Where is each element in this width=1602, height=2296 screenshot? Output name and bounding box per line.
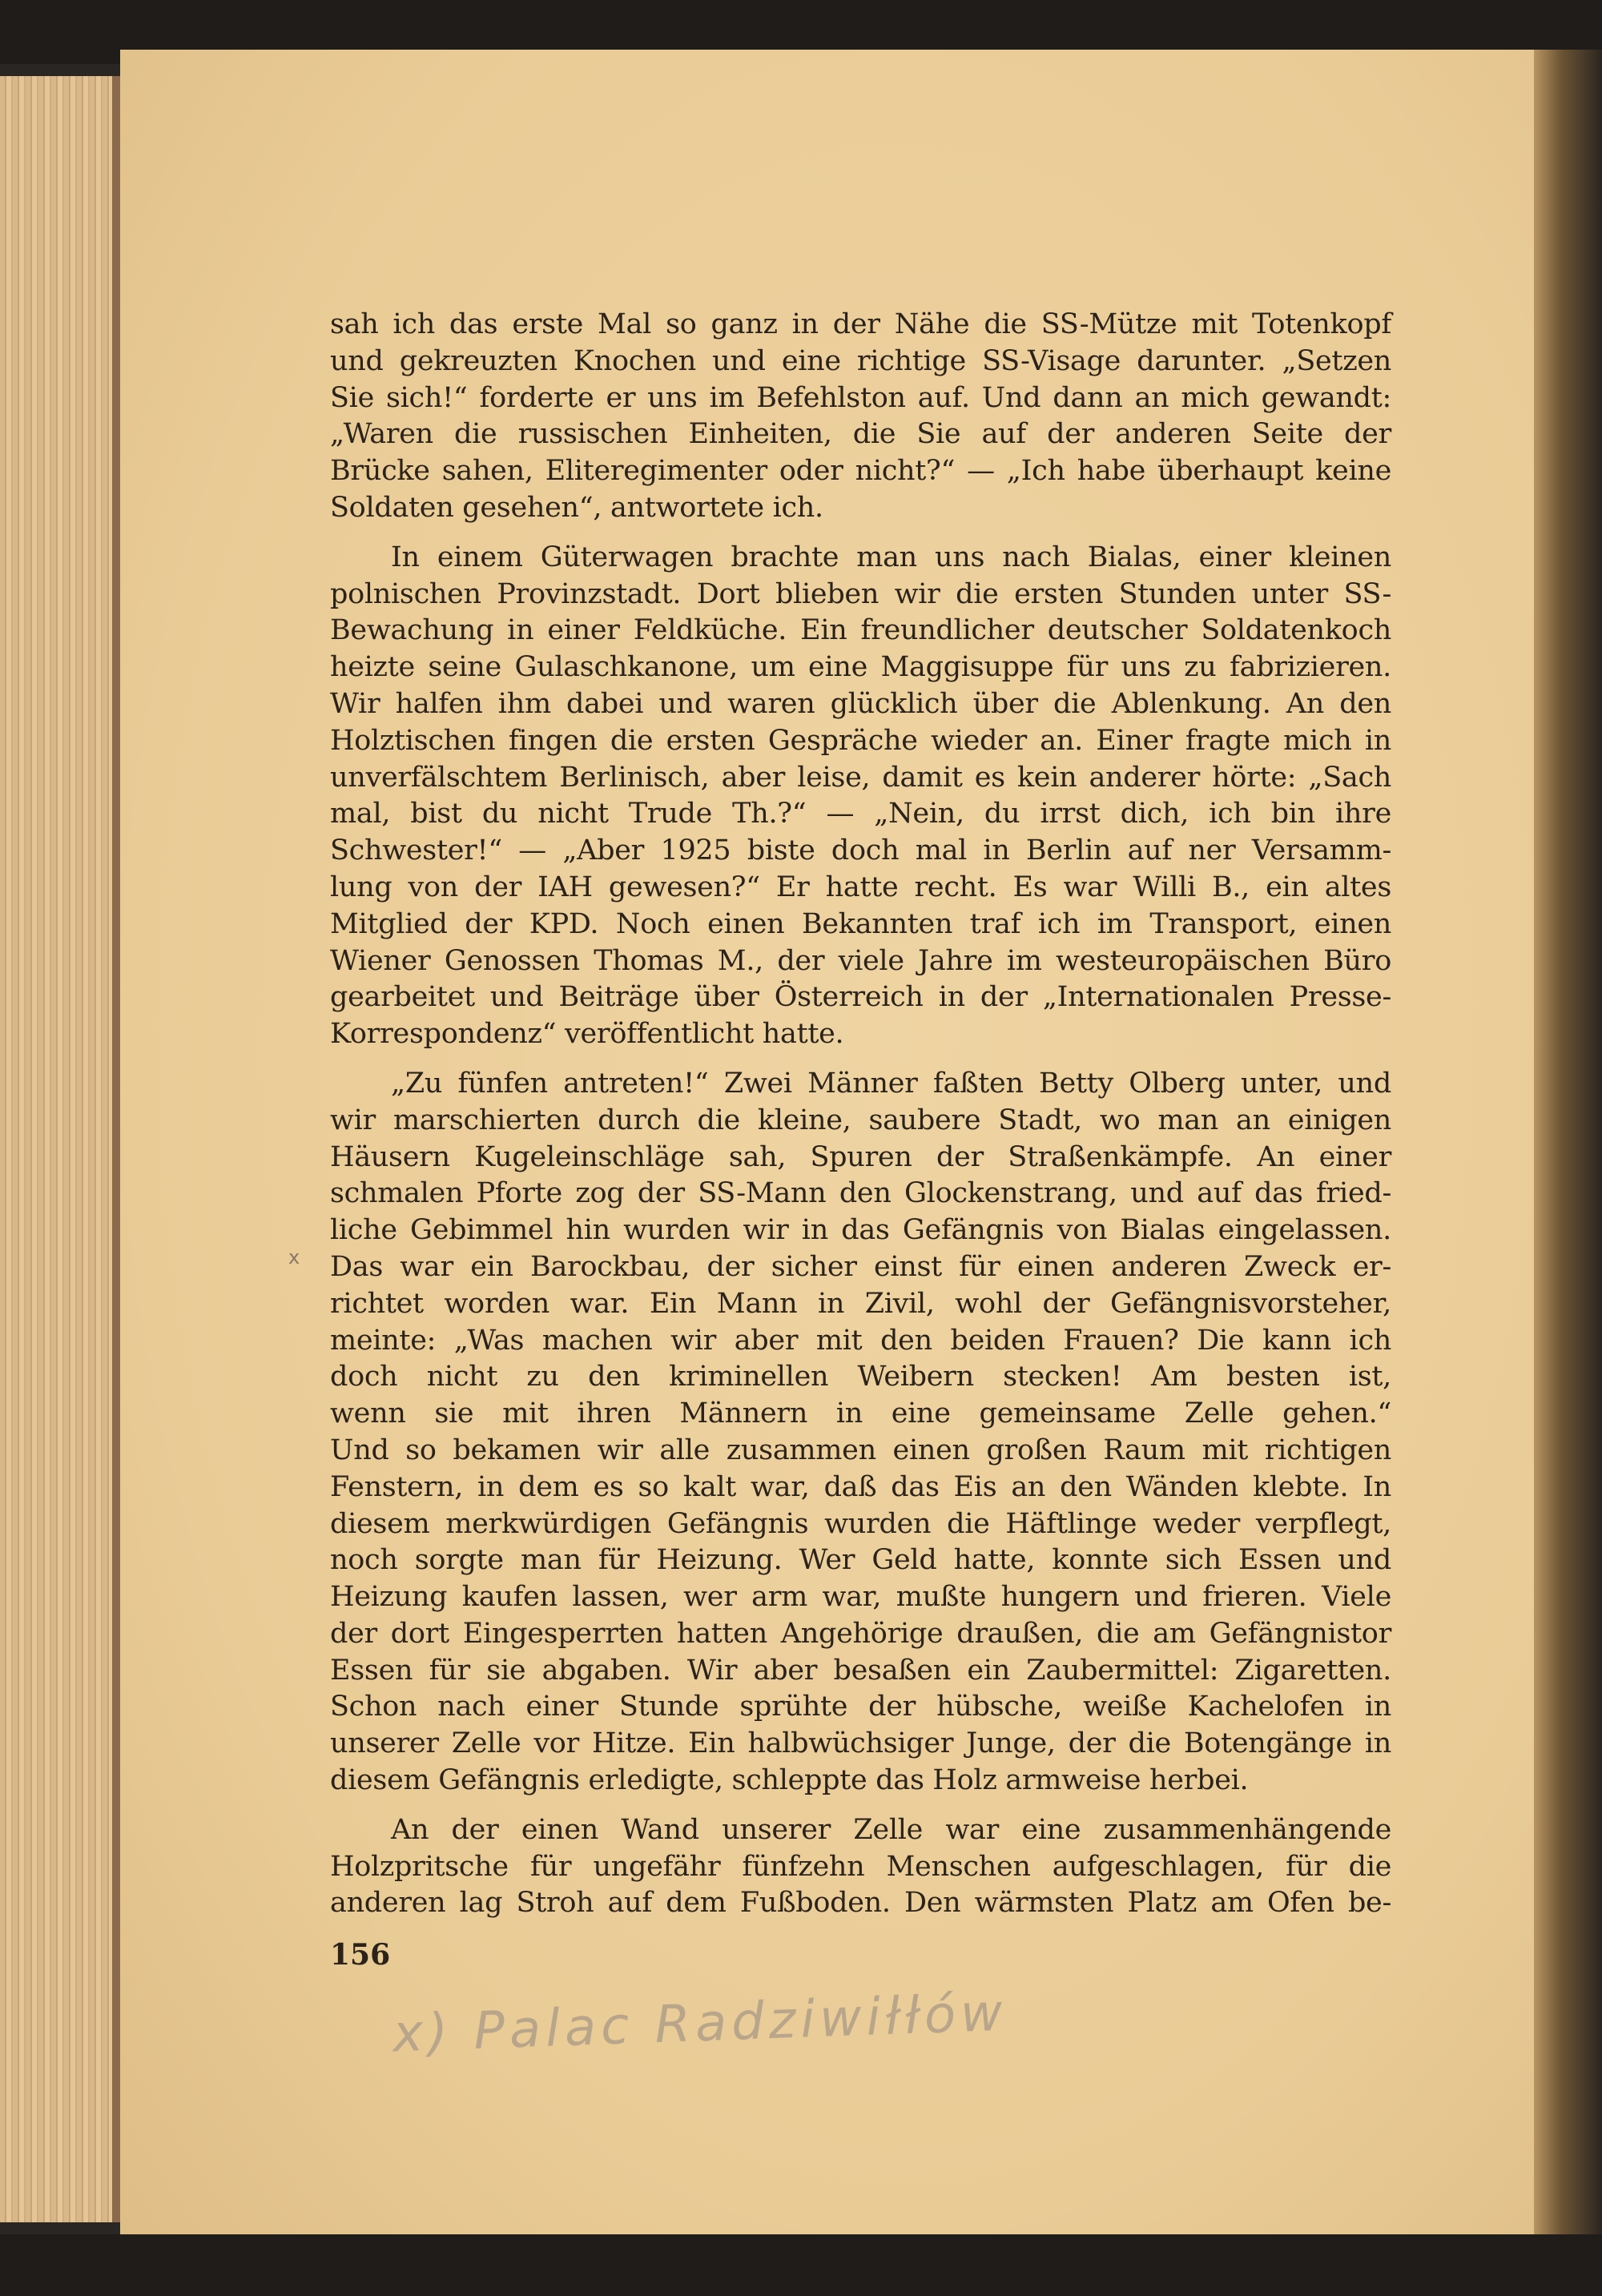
text-line: Essen für sie abgaben. Wir aber besaßen ein Zaubermittel: Zigaretten. <box>330 1654 1391 1687</box>
text-line: Sie sich!“ forderte er uns im Befehlston auf. Und dann an mich gewandt: <box>330 381 1391 414</box>
text-line: In einem Güterwagen brachte man uns nach Bialas, einer kleinen <box>391 541 1391 573</box>
text-line: sah ich das erste Mal so ganz in der Nähe die SS-Mütze mit Totenkopf <box>330 308 1391 340</box>
text-line: polnischen Provinzstadt. Dort blieben wir die ersten Stunden unter SS- <box>330 577 1391 610</box>
page-stack-edge <box>0 76 120 2222</box>
text-line: mal, bist du nicht Trude Th.?“ — „Nein, du irrst dich, ich bin ihre <box>330 798 1391 830</box>
text-line: heizte seine Gulaschkanone, um eine Maggisuppe für uns zu fabrizieren. <box>330 651 1391 684</box>
text-line: anderen lag Stroh auf dem Fußboden. Den wärmsten Platz am Ofen be- <box>330 1887 1391 1920</box>
text-line: lung von der IAH gewesen?“ Er hatte recht. Es war Willi B., ein altes <box>330 871 1391 903</box>
text-line: unserer Zelle vor Hitze. Ein halbwüchsiger Junge, der die Botengänge in <box>330 1727 1391 1760</box>
text-line: unverfälschtem Berlinisch, aber leise, damit es kein anderer hörte: „Sach <box>330 761 1391 794</box>
paragraph <box>330 540 1391 1053</box>
text-line: Soldaten gesehen“, antwortete ich. <box>330 491 823 524</box>
text-line: Wir halfen ihm dabei und waren glücklich über die Ablenkung. An den <box>330 687 1391 720</box>
text-line: meinte: „Was machen wir aber mit den beiden Frauen? Die kann ich <box>330 1324 1391 1357</box>
paragraph <box>330 1812 1391 1922</box>
text-line: Und so bekamen wir alle zusammen einen großen Raum mit richtigen <box>330 1433 1391 1466</box>
text-line: und gekreuzten Knochen und eine richtige SS-Visage darunter. „Setzen <box>330 344 1391 377</box>
text-line: Brücke sahen, Eliteregimenter oder nicht?“ — „Ich habe überhaupt keine <box>330 455 1391 488</box>
paragraph <box>330 1066 1391 1799</box>
text-line: Heizung kaufen lassen, wer arm war, mußte hungern und frieren. Viele <box>330 1581 1391 1614</box>
text-line: Schwester!“ — „Aber 1925 biste doch mal in Berlin auf ner Versamm- <box>330 834 1391 867</box>
book-spine-edge <box>1534 50 1602 2240</box>
text-line: Wiener Genossen Thomas M., der viele Jahre im westeuropäischen Büro <box>330 944 1391 977</box>
text-line: wenn sie mit ihren Männern in eine gemeinsame Zelle gehen.“ <box>330 1397 1391 1430</box>
text-line: doch nicht zu den kriminellen Weibern stecken! Am besten ist, <box>330 1361 1391 1393</box>
text-line: Mitglied der KPD. Noch einen Bekannten traf ich im Transport, einen <box>330 907 1391 940</box>
text-line: der dort Eingesperrten hatten Angehörige draußen, die am Gefängnistor <box>330 1617 1391 1650</box>
text-line: gearbeitet und Beiträge über Österreich in der „Internationalen Presse- <box>330 981 1391 1014</box>
text-line: richtet worden war. Ein Mann in Zivil, wohl der Gefängnisvorsteher, <box>330 1287 1391 1320</box>
text-line: diesem Gefängnis erledigte, schleppte das Holz armweise herbei. <box>330 1764 1249 1797</box>
text-line: „Waren die russischen Einheiten, die Sie auf der anderen Seite der <box>330 418 1391 451</box>
text-line: wir marschierten durch die kleine, saubere Stadt, wo man an einigen <box>330 1104 1391 1136</box>
text-line: diesem merkwürdigen Gefängnis wurden die Häftlinge weder verpflegt, <box>330 1507 1391 1540</box>
text-line: schmalen Pforte zog der SS-Mann den Glockenstrang, und auf das fried- <box>330 1177 1391 1210</box>
scan-bottom-border <box>0 2234 1602 2296</box>
text-line: „Zu fünfen antreten!“ Zwei Männer faßten Betty Olberg unter, und <box>391 1067 1391 1100</box>
text-line: An der einen Wand unserer Zelle war eine zusammenhängende <box>391 1813 1391 1846</box>
page-number: 156 <box>330 1938 391 1972</box>
body-text <box>330 307 1391 1922</box>
text-line: Das war ein Barockbau, der sicher einst für einen anderen Zweck er- <box>330 1250 1391 1283</box>
paragraph <box>330 307 1391 527</box>
text-line: liche Gebimmel hin wurden wir in das Gefängnis von Bialas eingelassen. <box>330 1214 1391 1247</box>
text-line: Häusern Kugeleinschläge sah, Spuren der Straßenkämpfe. An einer <box>330 1140 1391 1173</box>
text-line: Holzpritsche für ungefähr fünfzehn Menschen aufgeschlagen, für die <box>330 1850 1391 1883</box>
text-line: Korrespondenz“ veröffentlicht hatte. <box>330 1018 844 1051</box>
text-line: Holztischen fingen die ersten Gespräche wieder an. Einer fragte mich in <box>330 724 1391 757</box>
text-line: noch sorgte man für Heizung. Wer Geld hatte, konnte sich Essen und <box>330 1544 1391 1577</box>
text-line: Fenstern, in dem es so kalt war, daß das Eis an den Wänden klebte. In <box>330 1470 1391 1503</box>
text-line: Bewachung in einer Feldküche. Ein freundlicher deutscher Soldatenkoch <box>330 614 1391 647</box>
text-line: Schon nach einer Stunde sprühte der hübsche, weiße Kachelofen in <box>330 1691 1391 1723</box>
margin-mark: x <box>288 1246 300 1269</box>
handwritten-note: x) Palac Radziwiłłów <box>391 1983 1008 2065</box>
